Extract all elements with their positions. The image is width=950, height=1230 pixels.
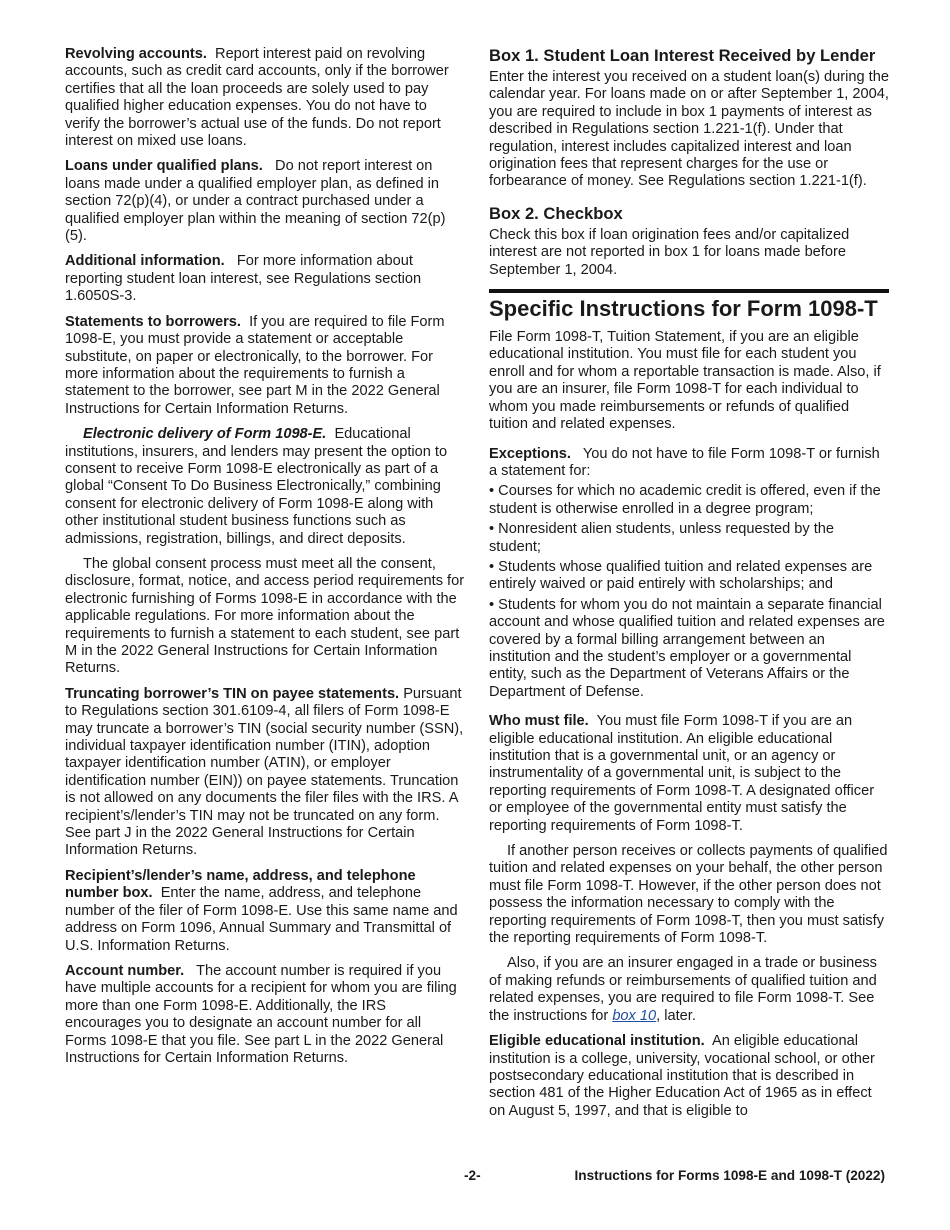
electronic-delivery-paragraph xyxy=(65,426,465,548)
recipient-lender-heading: Recipient’s/lender’s name, address, and telephone number box. xyxy=(65,867,416,902)
additional-information-paragraph xyxy=(65,253,465,305)
who-must-file-paragraph xyxy=(489,713,889,835)
box1-heading: Box 1. Student Loan Interest Received by Lender xyxy=(489,46,876,65)
exceptions-bullet-text: Nonresident alien students, unless requested by the student; xyxy=(489,521,835,555)
exceptions-bullet xyxy=(489,559,889,594)
box1-text: Enter the interest you received on a student loan(s) during the calendar year. For loans made on or after September 1, 2004, you are required to include in box 1 payments of interest as described in Regulations section 1.221-1(f). Under that regulation, interest includes capitalized interest and loan origination fees that represent charges for the use or forbearance of money. See Regulations section 1.221-1(f). xyxy=(489,69,889,190)
qualified-plans-paragraph xyxy=(65,158,465,245)
eligible-institution-paragraph xyxy=(489,1033,889,1120)
revolving-accounts-heading: Revolving accounts. xyxy=(65,46,207,62)
bullet-icon: • xyxy=(489,521,495,538)
global-consent-paragraph: The global consent process must meet all the consent, disclosure, format, notice, and access period requirements for electronic furnishing of Forms 1098-E in accordance with the applicable regulations. For more information about the requirements to furnish a statement to each student, see part M in the 2022 General Instructions for Certain Information Returns. xyxy=(65,555,465,677)
qualified-plans-text: Do not report interest on loans made under a qualified employer plan, as defined in section 72(p)(4), or under a contract purchased under a qualified employer plan within the meaning of section 72(p)(5). xyxy=(65,158,446,245)
additional-information-heading: Additional information. xyxy=(65,253,225,270)
account-number-paragraph xyxy=(65,963,465,1067)
revolving-accounts-text: Report interest paid on revolving accounts, such as credit card accounts, only if the borrower certifies that all the loan proceeds are solely used to pay qualified higher education expenses. You do not have to verify the borrower’s actual use of the funds. Do not report interest on mixed use loans. xyxy=(65,46,449,150)
statements-to-borrowers-paragraph xyxy=(65,314,465,418)
another-person-paragraph: If another person receives or collects payments of qualified tuition and related expenses on your behalf, the other person must file Form 1098-T. However, if the other person does not possess the information necessary to comply with the reporting requirements of Form 1098-T, then you must satisfy the reporting requirements of Form 1098-T. xyxy=(489,843,888,947)
additional-information-text: For more information about reporting student loan interest, see Regulations section 1.6050S-3. xyxy=(65,253,422,305)
bullet-icon: • xyxy=(489,483,495,500)
eligible-institution-text: An eligible educational institution is a college, university, vocational school, or other postsecondary educational institution that is described in section 481 of the Higher Education Act of 1965 as in effect on August 5, 1997, and that is eligible to xyxy=(489,1033,875,1119)
account-number-heading: Account number. xyxy=(65,962,185,979)
exceptions-bullet xyxy=(489,483,889,518)
right-column xyxy=(489,46,889,1128)
insurer-text-end: , later. xyxy=(656,1007,696,1024)
box10-link[interactable]: box 10 xyxy=(612,1007,657,1024)
revolving-accounts-paragraph xyxy=(65,46,465,150)
box2-heading: Box 2. Checkbox xyxy=(489,203,623,223)
recipient-lender-paragraph xyxy=(65,868,465,955)
who-must-file-text: You must file Form 1098-T if you are an eligible educational institution. An eligible educational institution that is a governmental unit, or an agency or instrumentality of a governmental unit, is subject to the reporting requirements of Form 1098-T. A designated officer or employee of the governmental entity must satisfy the reporting requirements of Form 1098-T. xyxy=(489,713,875,834)
specific-instructions-heading: Specific Instructions for Form 1098-T xyxy=(489,289,889,322)
bullet-icon: • xyxy=(489,596,495,613)
statements-to-borrowers-text: If you are required to file Form 1098-E, you must provide a statement or acceptable substitute, on paper or electronically, to the borrower. For more information about the requirements to furnish a statement to the borrower, see part M in the 2022 General Instructions for Certain Information Returns. xyxy=(65,313,445,417)
exceptions-bullet-text: Students for whom you do not maintain a separate financial account and whose qualified tuition and related expenses are covered by a formal billing arrangement between an institution and the student’s employer or a governmental entity, such as the Department of Veterans Affairs or the Department of Defense. xyxy=(489,596,885,700)
exceptions-heading: Exceptions. xyxy=(489,445,571,462)
eligible-institution-heading: Eligible educational institution. xyxy=(489,1033,705,1050)
exceptions-bullet xyxy=(489,521,889,556)
insurer-text: Also, if you are an insurer engaged in a trade or business of making refunds or reimbursements of qualified tuition and related expenses, you are required to file Form 1098-T. See the instructions for xyxy=(489,955,877,1024)
exceptions-bullet-text: Students whose qualified tuition and related expenses are entirely waived or paid entirely with scholarships; and xyxy=(489,558,873,593)
exceptions-bullet-text: Courses for which no academic credit is offered, even if the student is otherwise enrolled in a degree program; xyxy=(489,483,881,517)
electronic-delivery-heading: Electronic delivery of Form 1098-E. xyxy=(83,426,327,443)
truncating-tin-text: Pursuant to Regulations section 301.6109-4, all filers of Form 1098-E may truncate a borrower’s TIN (social security number (SSN), individual taxpayer identification number (ITIN), adoption taxpayer identification number (ATIN), or employer identification number (EIN)) on payee statements. Truncation is not allowed on any documents the filer files with the IRS. A recipient’s/lender’s TIN may not be truncated on any form. See part J in the 2022 General Instructions for Certain Information Returns. xyxy=(65,685,464,859)
exceptions-text: You do not have to file Form 1098-T or furnish a statement for: xyxy=(489,445,880,479)
who-must-file-heading: Who must file. xyxy=(489,713,589,730)
footer-title: Instructions for Forms 1098-E and 1098-T (2022) xyxy=(574,1168,885,1183)
box2-text: Check this box if loan origination fees and/or capitalized interest are not reported in box 1 for loans made before September 1, 2004. xyxy=(489,226,850,278)
exceptions-paragraph xyxy=(489,446,889,481)
exceptions-bullet xyxy=(489,597,889,701)
insurer-paragraph xyxy=(489,955,889,1025)
truncating-tin-heading: Truncating borrower’s TIN on payee statements. xyxy=(65,685,400,702)
truncating-tin-paragraph xyxy=(65,686,465,860)
qualified-plans-heading: Loans under qualified plans. xyxy=(65,158,263,175)
electronic-delivery-text: Educational institutions, insurers, and lenders may present the option to consent to receive Form 1098-E electronically as part of a global “Consent To Do Business Electronically,” combining consent for electronic delivery of Form 1098-E along with other institutional student business functions such as admissions, registration, billings, and direct deposits. xyxy=(65,426,448,547)
left-column xyxy=(65,46,465,1075)
recipient-lender-text: Enter the name, address, and telephone number of the filer of Form 1098-E. Use this same name and address on Form 1096, Annual Summary and Transmittal of U.S. Information Returns. xyxy=(65,885,458,954)
page-number: -2- xyxy=(464,1168,481,1183)
page-footer xyxy=(65,1168,885,1188)
specific-instructions-text: File Form 1098-T, Tuition Statement, if you are an eligible educational institution. You must file for each student you enroll and for whom a reportable transaction is made. Also, if you are an insurer, file Form 1098-T for each individual to whom you made reimbursements or refunds of qualified tuition and related expenses. xyxy=(489,329,881,433)
account-number-text: The account number is required if you have multiple accounts for a recipient for whom you are filing more than one Form 1098-E. Additionally, the IRS encourages you to designate an account number for all Forms 1098-E that you file. See part L in the 2022 General Instructions for Certain Information Returns. xyxy=(65,962,457,1066)
bullet-icon: • xyxy=(489,558,495,575)
statements-to-borrowers-heading: Statements to borrowers. xyxy=(65,313,241,330)
